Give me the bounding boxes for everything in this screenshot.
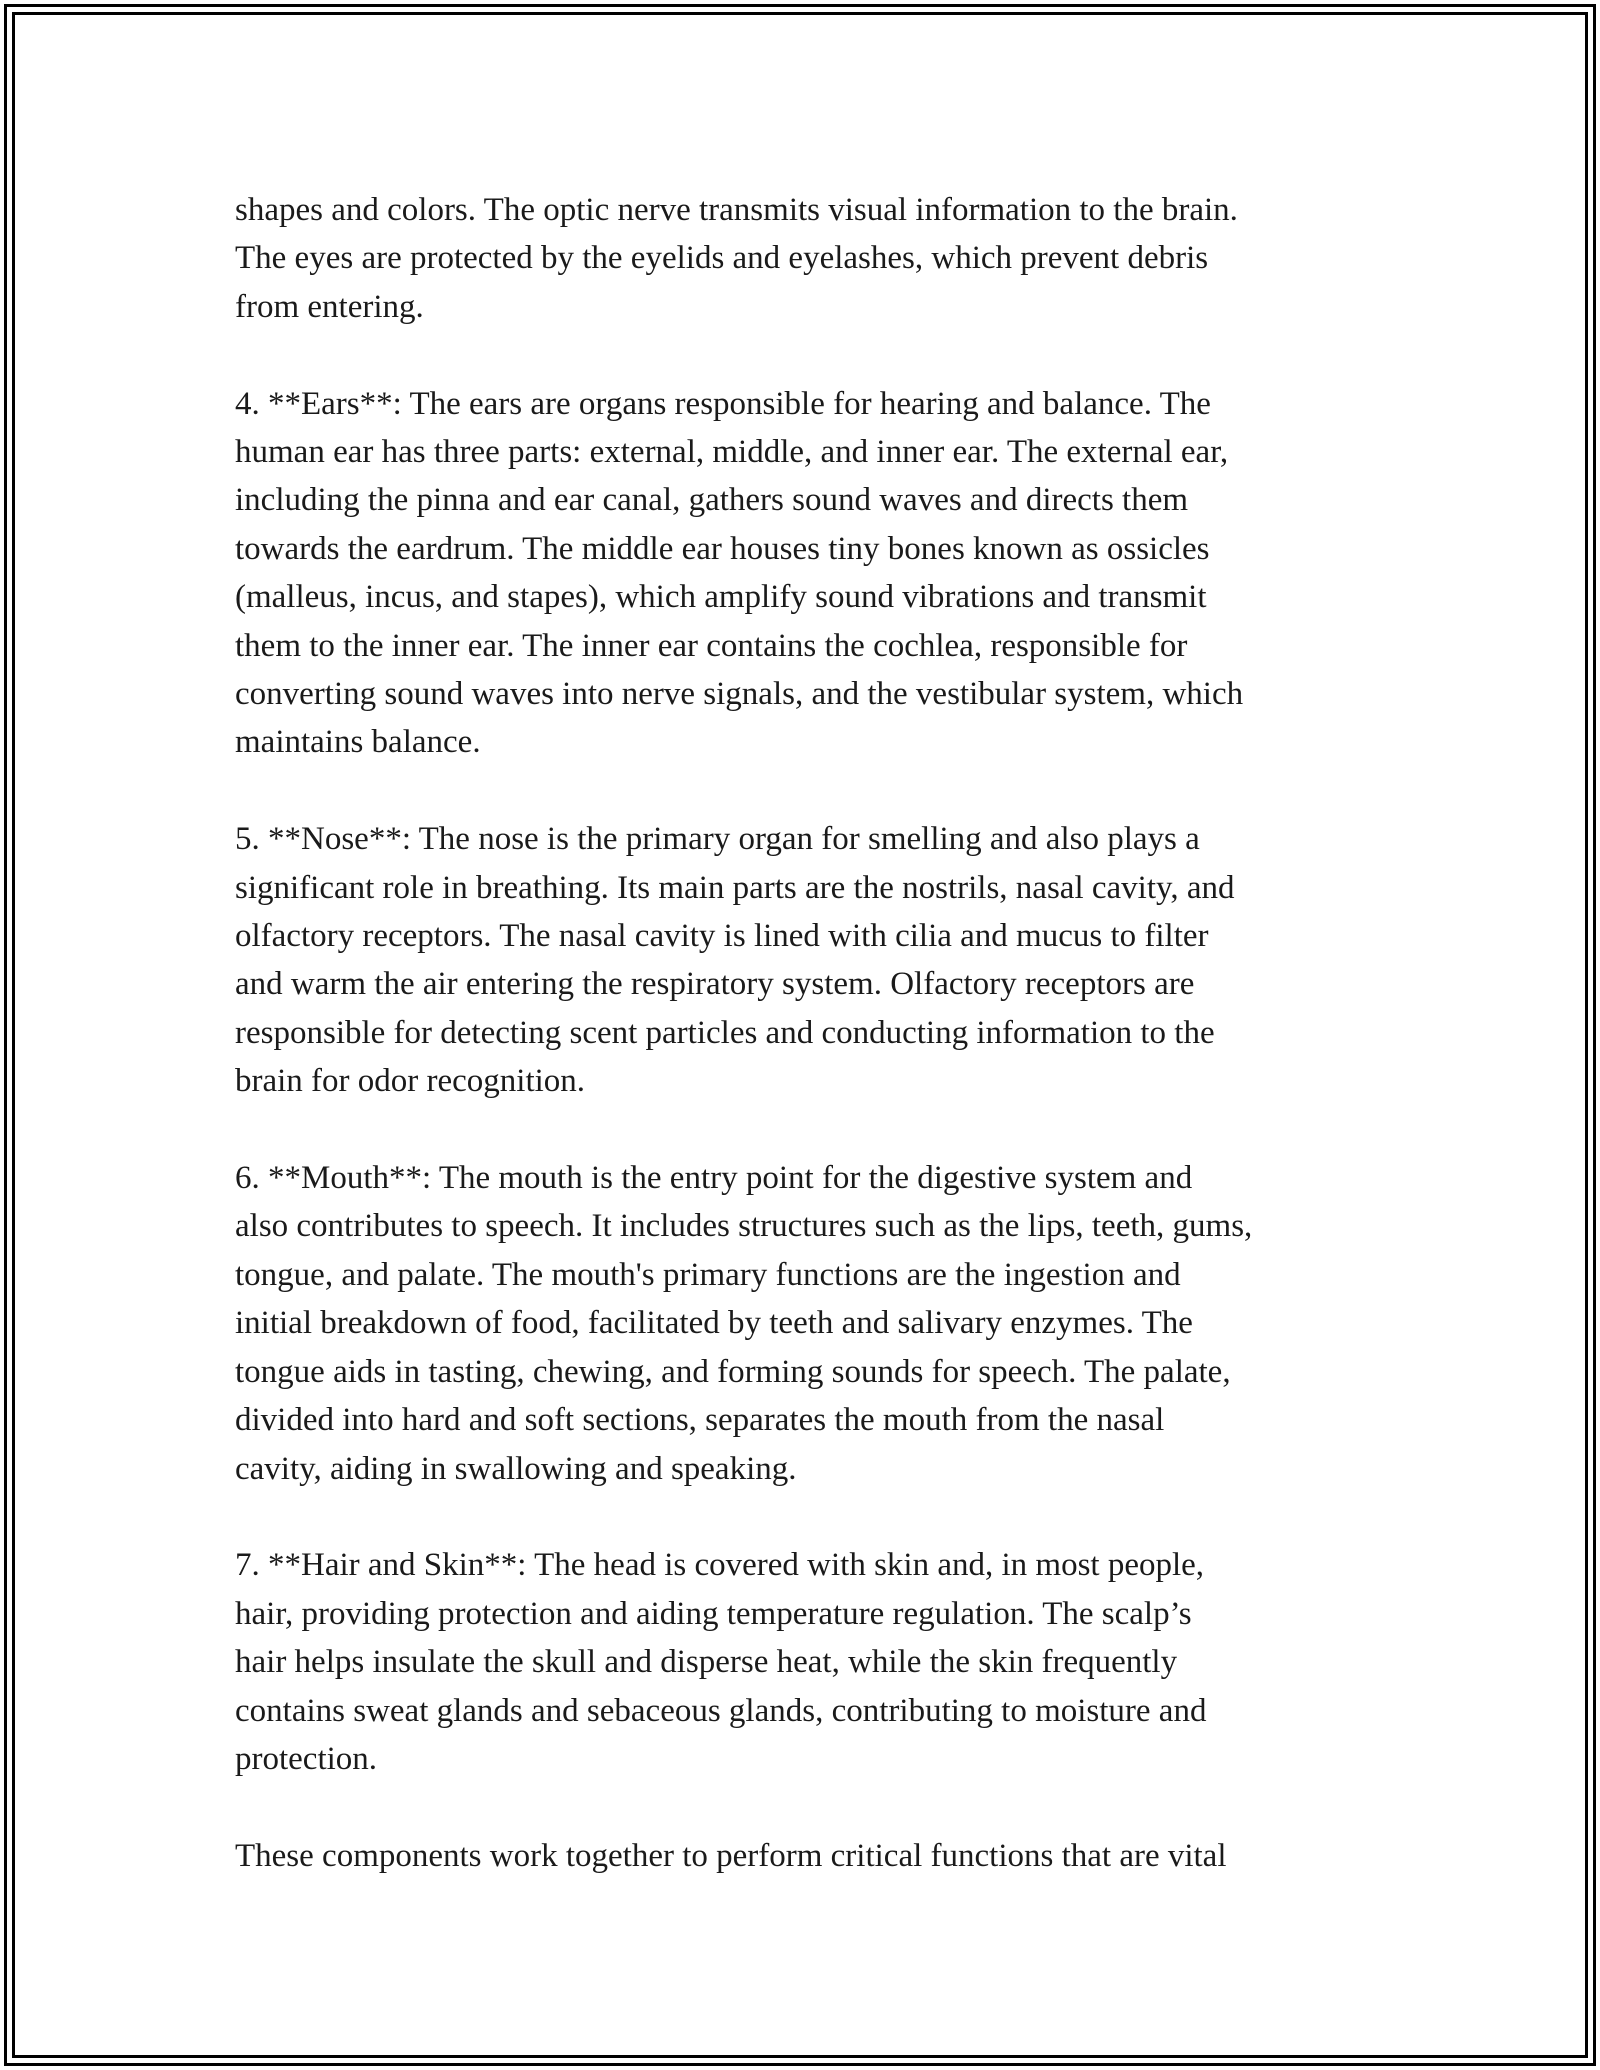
paragraph-mouth: 6. **Mouth**: The mouth is the entry point for the digestive system and also contributes to speech. It includes structures such as the lips, teeth, gums, tongue, and palate. The mouth's primary functions are the ingestion and initial breakdown of food, facilitated by teeth and salivary enzymes. The tongue aids in tasting, chewing, and forming sounds for speech. The palate, divided into hard and soft sections, separates the mouth from the nasal cavity, aiding in swallowing and speaking. (235, 1160, 1253, 1487)
paragraph-hair-and-skin: 7. **Hair and Skin**: The head is covered with skin and, in most people, hair, providing protection and aiding temperature regulation. The scalp’s hair helps insulate the skull and disperse heat, while the skin frequently contains sweat glands and sebaceous glands, contributing to moisture and protection. (235, 1547, 1207, 1777)
paragraph-ears: 4. **Ears**: The ears are organs responsible for hearing and balance. The human ear has three parts: external, middle, and inner ear. The external ear, including the pinna and ear canal, gathers sound waves and directs them towards the eardrum. The middle ear houses tiny bones known as ossicles (malleus, incus, and stapes), which amplify sound vibrations and transmit them to the inner ear. The inner ear contains the cochlea, responsible for converting sound waves into nerve signals, and the vestibular system, which maintains balance. (235, 385, 1244, 761)
paragraph-conclusion: These components work together to perform critical functions that are vital (235, 1837, 1227, 1874)
document-body (235, 186, 1385, 1929)
paragraph-nose: 5. **Nose**: The nose is the primary organ for smelling and also plays a significant role in breathing. Its main parts are the nostrils, nasal cavity, and olfactory receptors. The nasal cavity is lined with cilia and mucus to filter and warm the air entering the respiratory system. Olfactory receptors are responsible for detecting scent particles and conducting information to the brain for odor recognition. (235, 821, 1235, 1100)
paragraph-eyes-continued: shapes and colors. The optic nerve transmits visual information to the brain. The eyes are protected by the eyelids and eyelashes, which prevent debris from entering. (235, 192, 1238, 325)
